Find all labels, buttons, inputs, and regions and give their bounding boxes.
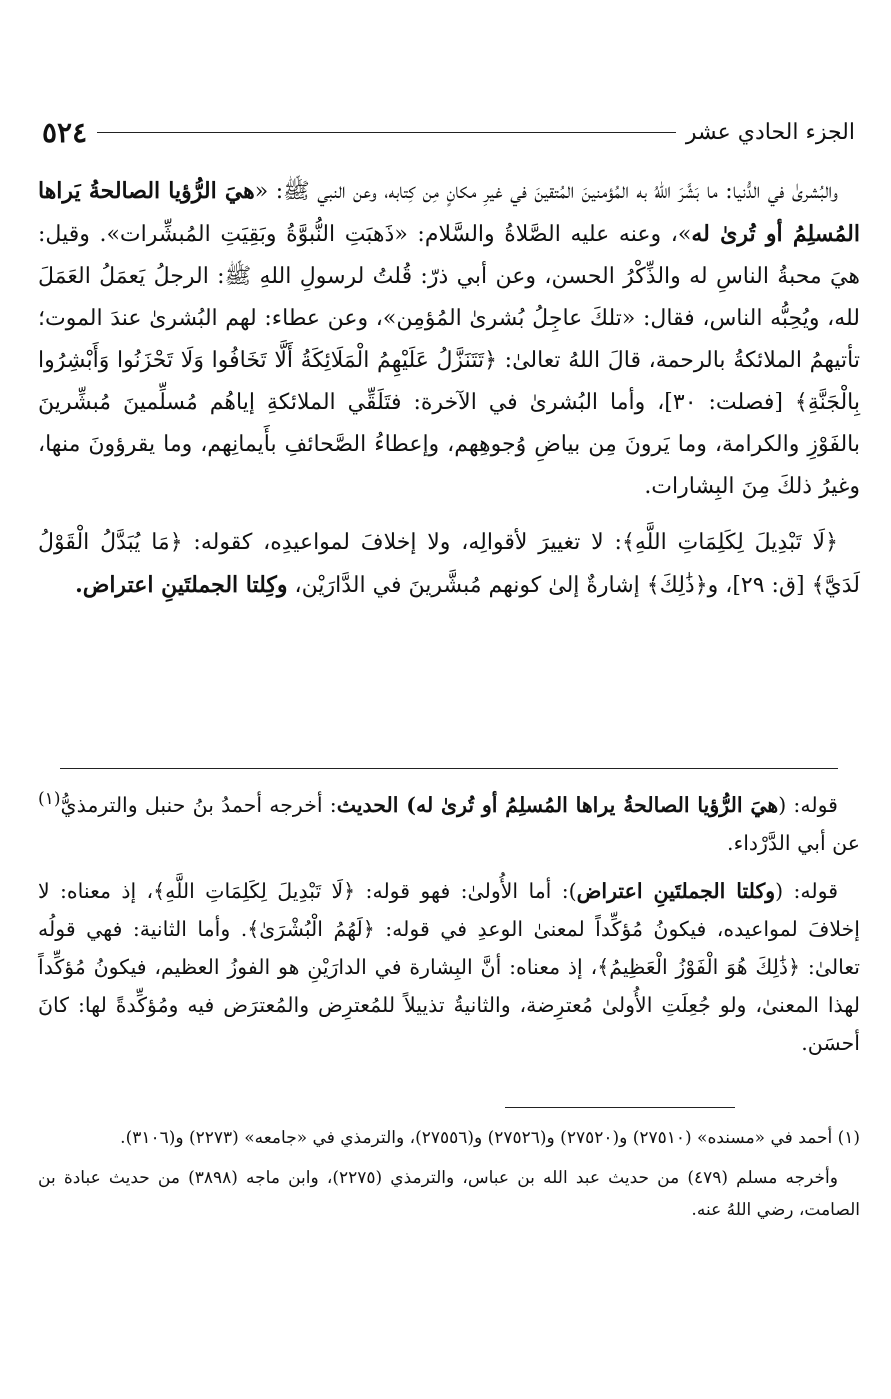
quran-verse: ﴿مَا يُبَدَّلُ الْقَوْلُ لَدَيَّ﴾: [38, 530, 860, 598]
bold-phrase: وكِلتا الجملتَينِ اعتراض.: [75, 572, 288, 598]
main-paragraph-1: [38, 170, 860, 508]
quran-verse: ﴿لَهُمُ الْبُشْرَىٰ﴾: [247, 916, 375, 941]
main-paragraph-2: [38, 522, 860, 607]
footnote-1: (١) أحمد في «مسنده» (٢٧٥١٠) و(٢٧٥٢٠) و(٢٧٥٢٦) و(٢٧٥٥٦)، والترمذي في «جامعه» (٢٢٧٣) و(٣١٠٦).: [120, 1128, 860, 1148]
text-run: ): أما الأُولىٰ: فهو قوله:: [355, 878, 577, 903]
quran-verse: ﴿لَا تَبْدِيلَ لِكَلِمَاتِ اللَّهِ﴾: [153, 878, 356, 903]
commentary-section: [38, 780, 860, 1072]
text-run: »، وعنه عليه الصَّلاةُ والسَّلام: «ذَهبَتِ النُّبوَّةُ وبَقِيَتِ المُبشِّرات». وقيل: هيَ محبةُ الناسِ له والذِّكْرُ الحسن، وعن أبي ذرّ: قُلتُ لرسولِ اللهِ ﷺ: الرجلُ يَعمَلُ العَمَلَ لله، ويُحِبُّه الناس، فقال: «تلكَ عاجِلُ بُشرىٰ المُؤمِن»، وعن عطاء: لهم البُشرىٰ عندَ الموت؛ تأتيهمُ الملائكةُ بالرحمة، قالَ اللهُ تعالىٰ:: [38, 222, 861, 373]
text-run: ، إذ معناه: أنَّ البِشارة في الدارَيْنِ هو الفوزُ العظيم، فيكونُ مُؤكِّداً لهذا المعنىٰ، ولو جُعِلَتِ الأُولىٰ مُعترِضة، والثانيةُ تذييلاً للمُعترِض والمُعترَض فيه ومُؤكِّدةً لها: كانَ أحسَن.: [38, 954, 860, 1055]
footnote-divider: [505, 1107, 735, 1108]
text-run: : لا تغييرَ لأقوالِه، ولا إخلافَ لمواعيدِه، كقوله:: [182, 530, 622, 555]
footnote-1-continuation: وأخرجه مسلم (٤٧٩) من حديث عبد الله بن عباس، والترمذي (٢٢٧٥)، وابن ماجه (٣٨٩٨) من حديث عبادة بن الصامت، رضي اللهُ عنه.: [38, 1168, 860, 1220]
text-run: [فصلت: ٣٠]، وأما البُشرىٰ في الآخرة: فتَلَقِّي الملائكةِ إياهُم مُسلِّمينَ مُبشِّرينَ بالفَوْزِ والكرامة، وما يَرونَ مِن بياضِ وُجوهِهم، وإعطاءُ الصَّحائفِ بأَيمانِهم، وما يقرؤونَ منها، وغيرُ ذلكَ مِنَ البِشارات.: [38, 390, 860, 499]
hadith-quote: هيَ الرُّؤيا الصالحةُ يَراها المُسلِمُ أو تُرىٰ له: [38, 178, 861, 247]
section-divider: [60, 768, 838, 769]
footnotes: [38, 1122, 860, 1234]
text-run: قوله: (: [775, 878, 838, 903]
text-run: قوله: (: [778, 792, 838, 817]
text-run: إشارةٌ إلىٰ كونهم مُبشَّرينَ في الدَّارَيْن،: [287, 573, 647, 598]
text-run: ، إذ معناه: لا إخلافَ لمواعيده، فيكونُ مُؤكِّداً لمعنىٰ الوعدِ في قوله:: [38, 878, 861, 941]
bold-phrase: وكلتا الجملتَينِ اعتراض: [576, 878, 776, 903]
commentary-paragraph-2: [38, 872, 860, 1062]
quran-verse: ﴿تَتَنَزَّلُ عَلَيْهِمُ الْمَلَائِكَةُ أَلَّا تَخَافُوا وَلَا تَحْزَنُوا وَأَبْشِرُوا بِالْجَنَّةِ﴾: [38, 348, 860, 415]
page-header: [30, 112, 861, 152]
page-number: ٥٢٤: [42, 115, 88, 149]
quran-verse: ﴿ذَٰلِكَ﴾: [646, 573, 708, 598]
text-run: [ق: ٢٩]، و: [707, 573, 812, 598]
volume-title: الجزء الحادي عشر: [685, 119, 855, 145]
main-text: [38, 170, 860, 621]
commentary-paragraph-1: [38, 780, 860, 862]
text-run: والبُشرىٰ في الدُّنيا: ما بَشَّرَ اللهُ به المُؤمنينَ المُتقينَ في غيرِ مكانٍ مِن كِتابه، وعن النبي ﷺ: «: [254, 179, 838, 204]
header-rule: [97, 132, 676, 133]
footnote-marker[interactable]: (١): [38, 789, 61, 809]
text-run: عن أبي الدَّرْداء.: [727, 830, 860, 855]
quran-verse: ﴿لَا تَبْدِيلَ لِكَلِمَاتِ اللَّهِ﴾: [621, 530, 838, 555]
quran-verse: ﴿ذَٰلِكَ هُوَ الْفَوْزُ الْعَظِيمُ﴾: [597, 954, 801, 979]
text-run: : أخرجه أحمدُ بنُ حنبل والترمذيُّ: [60, 792, 337, 817]
bold-phrase: هيَ الرُّؤيا الصالحةُ يراها المُسلِمُ أو تُرىٰ له) الحديث: [336, 792, 779, 817]
text-run: . وأما الثانية: فهي قولُه تعالىٰ:: [38, 916, 860, 979]
